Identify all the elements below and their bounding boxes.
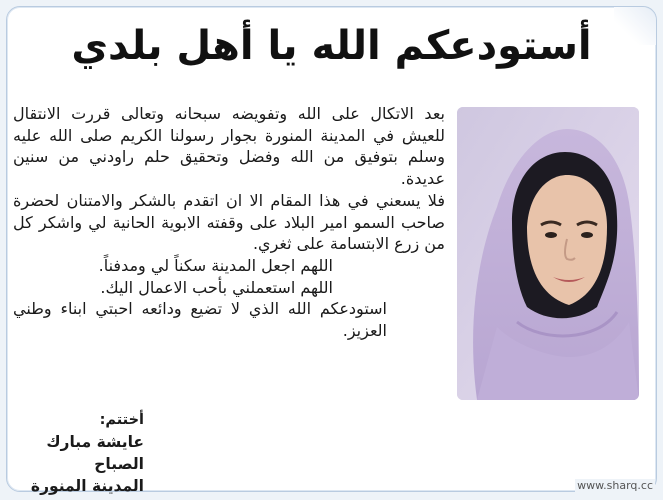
signature-location: المدينة المنورة <box>30 477 144 495</box>
article-title: أستودعكم الله يا أهل بلدي <box>71 23 592 69</box>
paragraph-thanks: فلا يسعني في هذا المقام الا ان اتقدم بالشكر والامتنان لحضرة صاحب السمو امير البلاد على وقفته الابوية الحانية لي واشكر كل من زرع الابتسامة على ثغري. <box>13 190 445 254</box>
signature-block <box>0 409 144 497</box>
signature-name: عايشة مبارك الصباح <box>46 433 144 473</box>
paragraph-prayer-2: اللهم استعملني بأحب الاعمال اليك. <box>100 277 333 297</box>
paragraph-prayer-1: اللهم اجعل المدينة سكناً لي ومدفناً. <box>98 255 333 275</box>
paragraph-intro: بعد الاتكال على الله وتفويضه سبحانه وتعالى قررت الانتقال للعيش في المدينة المنورة بجوار رسولنا الكريم صلى الله عليه وسلم بتوفيق من الله وفضل وتحقيق حلم راودني من سنين عديدة. <box>13 104 445 189</box>
site-watermark: www.sharq.cc <box>577 479 653 492</box>
article-body <box>13 103 445 342</box>
signature-intro: أختتم: <box>99 412 144 428</box>
paragraph-farewell: استودعكم الله الذي لا تضيع ودائعه احبتي ابناء وطني العزيز. <box>13 299 387 341</box>
author-photo <box>457 107 639 400</box>
article-card <box>6 6 657 495</box>
